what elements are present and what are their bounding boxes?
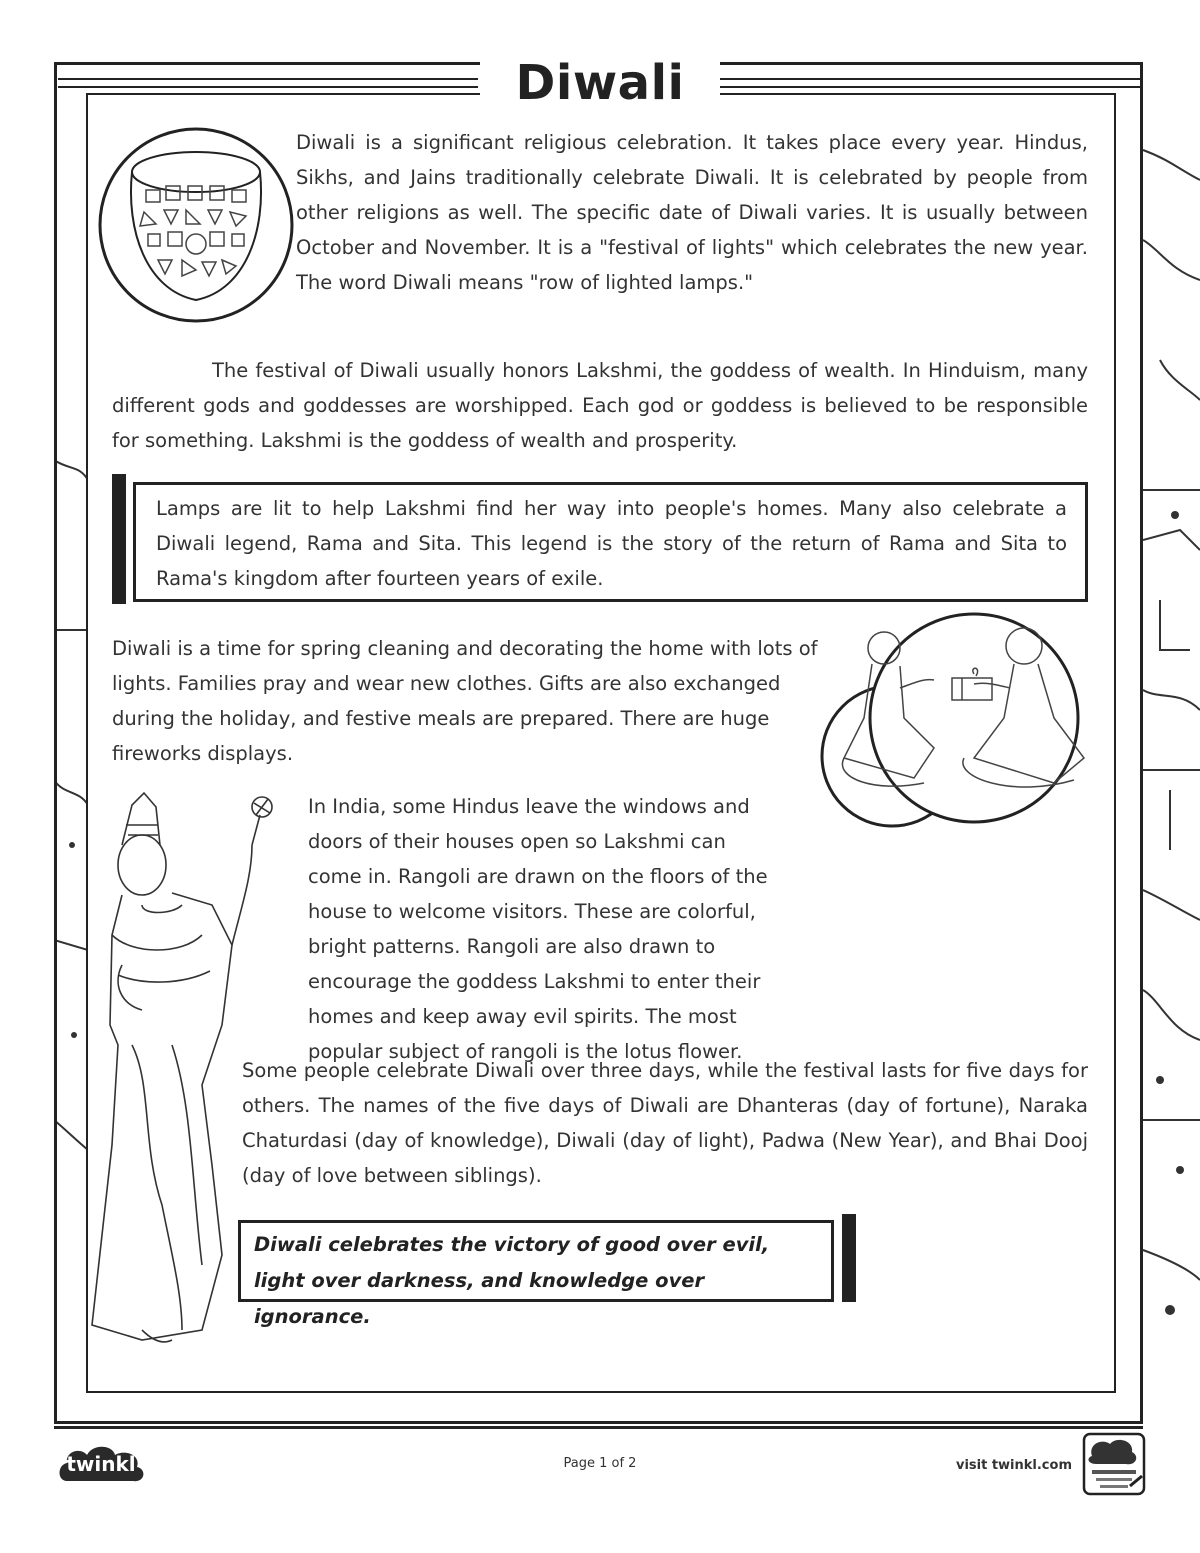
page-number: Page 1 of 2 bbox=[563, 1456, 637, 1471]
lakshmi-text: The festival of Diwali usually honors Lakshmi, the goddess of wealth. In Hinduism, many different gods and goddesses are worshipped. Each god or goddess is believed to be responsible for something. Lakshmi is the goddess of wealth and prosperity. bbox=[112, 359, 1088, 452]
title-line-right bbox=[716, 78, 1142, 88]
logo-text: twinkl bbox=[66, 1452, 136, 1476]
cleaning-paragraph bbox=[112, 631, 828, 771]
page-title: Diwali bbox=[515, 55, 685, 111]
intro-text: Diwali is a significant religious celebration. It takes place every year. Hindus, Sikhs, and Jains traditionally celebrate Diwali. It is celebrated by people from other religions as well. The specific date of Diwali varies. It is usually between October and November. It is a "festival of lights" which celebrates the new year. The word Diwali means "row of lighted lamps." bbox=[296, 131, 1088, 294]
footer-divider bbox=[54, 1426, 1143, 1429]
lamps-callout-text: Lamps are lit to help Lakshmi find her way into people's homes. Many also celebrate a Diwali legend, Rama and Sita. This legend is the story of the return of Rama and Sita to Rama's kingdom after fourteen years of exile. bbox=[156, 497, 1067, 590]
quality-approved-badge bbox=[1080, 1430, 1148, 1498]
rangoli-paragraph bbox=[258, 789, 1088, 1069]
twinkl-logo[interactable] bbox=[55, 1441, 147, 1487]
visit-link[interactable]: visit twinkl.com bbox=[955, 1458, 1072, 1473]
summary-callout-box bbox=[238, 1220, 834, 1328]
lamps-callout-box bbox=[133, 482, 1088, 602]
rangoli-text: In India, some Hindus leave the windows and doors of their houses open so Lakshmi can come in. Rangoli are drawn on the floors of the house to welcome visitors. These are colorful, bright patterns. Rangoli are also drawn to encourage the goddess Lakshmi to enter their homes and keep away evil spirits. The most popular subject of rangoli is the lotus flower. bbox=[308, 795, 768, 1063]
callout-bar-left bbox=[112, 474, 126, 604]
five-days-paragraph bbox=[242, 1053, 1088, 1193]
lakshmi-paragraph bbox=[112, 353, 1088, 458]
title-line-left bbox=[58, 78, 478, 88]
summary-callout-text: Diwali celebrates the victory of good over evil, light over darkness, and knowledge over ignorance. bbox=[254, 1233, 770, 1328]
mosaic-lamp-illustration bbox=[96, 120, 296, 330]
title-container bbox=[480, 48, 720, 118]
cleaning-text: Diwali is a time for spring cleaning and decorating the home with lots of lights. Families pray and wear new clothes. Gifts are also exchanged during the holiday, and festive meals are prepared. There are huge fireworks displays. bbox=[112, 637, 818, 765]
callout-bar-right bbox=[842, 1214, 856, 1302]
intro-paragraph bbox=[296, 125, 1088, 300]
five-days-text: Some people celebrate Diwali over three days, while the festival lasts for five days for others. The names of the five days of Diwali are Dhanteras (day of fortune), Naraka Chaturdasi (day of knowledge), Diwali (day of light), Padwa (New Year), and Bhai Dooj (day of love between siblings). bbox=[242, 1059, 1088, 1187]
